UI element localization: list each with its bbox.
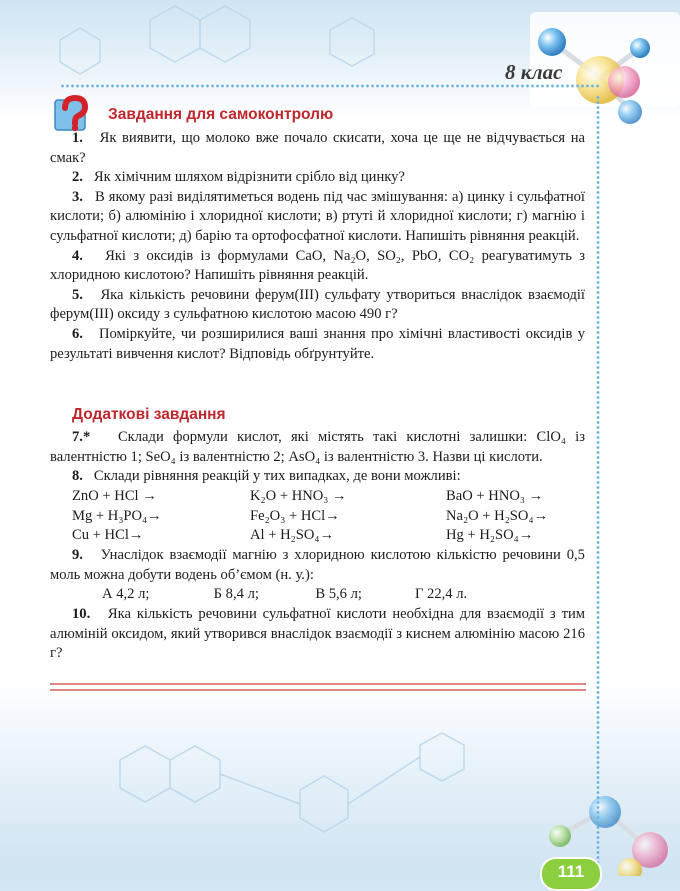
task-10 bbox=[50, 605, 585, 664]
equation-row bbox=[72, 526, 596, 546]
page-number: 111 bbox=[540, 857, 602, 891]
equation: Na₂O + H₂SO₄→ bbox=[446, 507, 549, 524]
task-7 bbox=[50, 428, 585, 467]
task-6 bbox=[50, 325, 585, 364]
task-text: Як виявити, що молоко вже почало скисати, хоча це ще не відчувається на смак? bbox=[50, 130, 585, 166]
answer-option-c: В 5,6 л; bbox=[315, 586, 362, 602]
equation: K₂O + HNO₃ → bbox=[250, 488, 347, 504]
task-2 bbox=[50, 168, 585, 188]
equation: Hg + H₂SO₄→ bbox=[446, 527, 534, 544]
question-mark-icon bbox=[54, 94, 92, 132]
extra-tasks-title: Додаткові завдання bbox=[72, 406, 226, 423]
task-number: 8. bbox=[72, 468, 83, 485]
task-text: Поміркуйте, чи розширилися ваші знання про хімічні властивості оксидів у результаті вивчення кислот? Відповідь обґрунтуйте. bbox=[50, 325, 586, 362]
task-number: 6. bbox=[72, 325, 83, 342]
task-text: В якому разі виділятиметься водень під час змішування: а) цинку і сульфатної кислоти; б) алюмінію і хлоридної кислоти; в) ртуті й хлоридної кислоти; г) магнію і сульфатної кислоти; д) барію та ортофосфатної кислоти. Напишіть рівняння реакцій. bbox=[50, 188, 585, 244]
task-number: 1. bbox=[72, 130, 83, 146]
task-number: 3. bbox=[72, 188, 83, 205]
equation-row bbox=[72, 507, 596, 527]
task-5 bbox=[50, 286, 585, 325]
task-text: Які з оксидів із формулами CaO, Na₂O, SO₂, PbO, CO₂ реагуватимуть з хлоридною кислотою? Напишіть рівняння реакцій. bbox=[50, 247, 585, 284]
task-text: Унаслідок взаємодії магнію з хлоридною кислотою кількістю речовини 0,5 моль можна добути водень об’ємом (н. у.): bbox=[50, 547, 585, 583]
task-text: Склади рівняння реакцій у тих випадках, де вони можливі: bbox=[93, 468, 461, 485]
self-control-title: Завдання для самоконтролю bbox=[108, 106, 334, 123]
section-divider bbox=[50, 689, 586, 691]
equation: Cu + HCl→ bbox=[72, 527, 144, 544]
task-8 bbox=[50, 467, 585, 487]
answer-option-b: Б 8,4 л; bbox=[213, 586, 259, 602]
task-text: Як хімічним шляхом відрізнити срібло від цинку? bbox=[93, 169, 405, 186]
grade-label: 8 клас bbox=[505, 60, 563, 84]
task-1 bbox=[50, 129, 585, 168]
extra-tasks-list bbox=[50, 428, 585, 487]
task-4 bbox=[50, 247, 585, 286]
equation: ZnO + HCl → bbox=[72, 488, 157, 504]
equation: Fe₂O₃ + HCl→ bbox=[250, 507, 340, 524]
task-9 bbox=[50, 546, 585, 585]
answer-option-a: А 4,2 л; bbox=[102, 586, 150, 602]
equation-row bbox=[72, 487, 596, 507]
task-number: 4. bbox=[72, 247, 83, 264]
task-number: 7.* bbox=[72, 429, 91, 445]
equation: BaO + HNO₃ → bbox=[446, 488, 544, 504]
answer-option-d: Г 22,4 л. bbox=[414, 586, 468, 602]
equation: Mg + H₃PO₄→ bbox=[72, 507, 162, 524]
task-number: 9. bbox=[72, 547, 83, 563]
self-control-list bbox=[50, 129, 585, 364]
task-10-block bbox=[50, 605, 585, 664]
answer-options bbox=[102, 585, 467, 605]
task-text: Яка кількість речовини сульфатної кислоти необхідна для взаємодії з тим алюміній оксидом, який утворився внаслідок взаємодії з киснем алюмінію масою 216 г? bbox=[50, 606, 585, 662]
equation: Al + H₂SO₄→ bbox=[250, 527, 335, 544]
task-3 bbox=[50, 188, 585, 247]
task-number: 10. bbox=[72, 606, 91, 622]
task-number: 2. bbox=[72, 169, 83, 186]
task-number: 5. bbox=[72, 286, 83, 303]
section-divider bbox=[50, 683, 586, 685]
task-9-block bbox=[50, 546, 585, 585]
equations-table bbox=[72, 487, 596, 546]
task-text: Яка кількість речовини ферум(ІІІ) сульфату утвориться внаслідок взаємодії ферум(ІІІ) оксиду з сульфатною кислотою масою 490 г? bbox=[50, 286, 585, 323]
task-text: Склади формули кислот, які містять такі кислотні залишки: ClO₄ із валентністю 1; SeO₄ із валентністю 2; AsO₄ із валентністю 3. Назви ці кислоти. bbox=[50, 429, 585, 465]
margin-dotted-rule bbox=[596, 95, 600, 876]
